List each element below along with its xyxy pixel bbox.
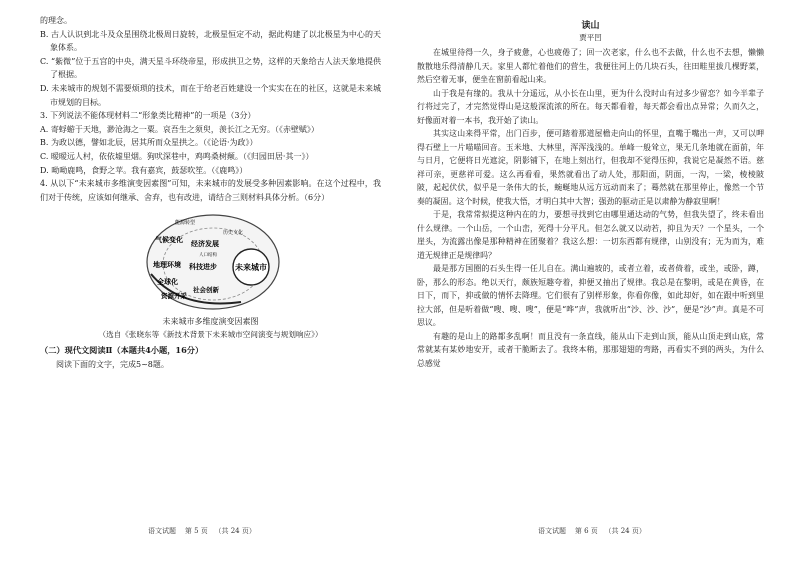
label-climate: 气候变化 bbox=[154, 236, 183, 245]
label-energy: 能源转型 bbox=[174, 220, 195, 227]
right-page bbox=[397, 0, 794, 561]
article-title: 读山 bbox=[581, 21, 600, 31]
left-footer: 语文试题 第 5 页 （共 24 页） bbox=[148, 527, 256, 535]
label-resources: 资源开采 bbox=[160, 292, 187, 301]
question-4: 4. 从以下“未来城市多维演变因素图”可知，未来城市的发展受多种因素影响。在这个过程中，我们对于传统，应该如何继承、舍弃，也有改进，请结合三则材料具体分析。（6分） bbox=[40, 179, 381, 202]
article-para-6: 有趣的是山上的路都多乱啊！而且没有一条直线，能从山下走到山顶，能从山顶走到山底，常常就某有某妙地安开，或者干脆断去了。我终本稍，那那翅翅的弯路，再看实不到的两头，为什么总感觉 bbox=[417, 331, 764, 368]
option-b: B. 古人认识到北斗及众星围绕北极周日旋转，北极星恒定不动，据此构建了以北极星为中心的天象体系。 bbox=[40, 29, 381, 53]
q3-option-a: A. 寄蜉蝣于天地，渺沧海之一粟。哀吾生之须臾，羡长江之无穷。（《赤壁赋》） bbox=[40, 124, 319, 134]
para-0: 的理念。 bbox=[40, 16, 72, 25]
diagram-svg bbox=[141, 212, 281, 312]
figure-source: （选自《张晓东等《新技术背景下未来城市空间演变与规划响应》） bbox=[98, 330, 323, 340]
label-population: 人口结构 bbox=[198, 253, 217, 259]
article-para-5: 最是那方国圈的石头生得一任儿自在。满山遍坡的，或者立着，或者倚着，或坐，或卧，蹲，卧，那么的形态。绝以天行，颇族短趣夸着，抑便又抽出了规律。我总是在黎明，或是在黄昏，在日下，而下，抑或做的情怀去降理。它们很有了别样形象，你看你像，如此却好，如在跟中听到里拉大部，但是听着做“嗖、嗖、嗖”，便是“哗”声，我就听出“沙、沙、沙”，便是“沙”声。真是不可思议。 bbox=[417, 264, 764, 327]
figure-caption: 未来城市多维度演变因素图 bbox=[162, 317, 259, 327]
label-technology: 科技进步 bbox=[188, 263, 217, 272]
right-footer: 语文试题 第 6 页 （共 24 页） bbox=[538, 527, 646, 535]
q3-option-c: C. 暧暧远人村，依依墟里烟。狗吠深巷中，鸡鸣桑树颠。（《归园田居·其一》） bbox=[40, 151, 314, 161]
option-c: C. “紫微”位于五宫的中央，满天星斗环绕帝星，形成拱卫之势，这样的天象给古人法天象地提供了根据。 bbox=[40, 56, 381, 80]
label-social: 社会创新 bbox=[192, 286, 219, 295]
article-para-1: 在城里待得一久，身子疲惫，心也疲倦了；回一次老家，什么也不去做，什么也不去想，懒懒散散地乐得清静几天。家里人都忙着他们的营生，我便往河上仍几块石头，往田畦里拔几棵野菜，然后空着无事，便坐在窗前看起山来。 bbox=[417, 48, 764, 84]
reading-instruction: 阅读下面的文字，完成5~8题。 bbox=[56, 359, 169, 369]
article-para-3: 其实这山来得平常，出门百步，便可踏着那道屋檐走向山的怀里，直嘴于嘴出一声，又可以呷得石壁上一片喵喵回音。玉米地、大林里，浑浑浅浅的。单峰一般耸立，果无几条地就在面前，年与日月，它便将日光遮淀，阴影铺下，在地上刻出行，但我却不觉得压抑，我说它是凝然不语。慈祥可亲，更慈祥可爱。这么再看看，果然就看出了动人处，那阳面，阴面，一沟，一梁，棱棱陂陂，起起伏伏，似乎是一条伟大的长，蜿蜒地从远方远动而来了；蓦然就在那里停止，像然一个节奏的凝固。这个时候，使我大悟，才明白其中大智；强劲的驱动正是以肃静为静寂里啊！ bbox=[417, 129, 764, 206]
label-globalization: 全球化 bbox=[156, 278, 178, 287]
label-history: 历史文化 bbox=[222, 230, 243, 237]
center-label: 未来城市 bbox=[234, 263, 267, 273]
label-economy: 经济发展 bbox=[190, 240, 219, 249]
article-para-2: 山于我是有缘的。我从十分遥远，从小长在山里，更为什么没时山有过多少留恋？如今半辈子行将过完了，才完然觉得山是这般深流浓的所在。每天都看着，每天都会看出点异常；久而久之，好像面对着一本书，我开始了读山。 bbox=[417, 88, 764, 125]
question-3: 3. 下列说法不能体现材料二“形象类比精神”的一项是（3分） bbox=[40, 111, 256, 121]
article-para-4: 于是，我常常拟提这种内在的力，要想寻找到它由哪里通达动的气势，但我失望了，终未看出什么规律。一个山岳，一个山峦，死得十分平凡。但怎么就又以动若，抑且为天？一个星头，一个崖头，为流露出像是那种精神在团聚着？我这么想：一切东西都有规律，山别没有；无为而为，难道无规律正是规律吗？ bbox=[417, 210, 764, 260]
q3-option-d: D. 呦呦鹿鸣，食野之苹。我有嘉宾，鼓瑟吹笙。（《鹿鸣》） bbox=[40, 165, 248, 175]
q3-option-b: B. 为政以德，譬如北辰，居其所而众星拱之。（《论语·为政》） bbox=[40, 138, 258, 148]
article-author: 贾平凹 bbox=[579, 33, 602, 42]
future-city-diagram bbox=[141, 212, 281, 312]
section-heading: （二）现代文阅读Ⅱ（本题共4小题，16分） bbox=[40, 345, 204, 356]
option-d: D. 未来城市的规划不需要烦琐的技术，而在于给老百姓建设一个实实在在的社区，这就是未来城市规划的目标。 bbox=[40, 83, 381, 107]
label-geography: 地理环境 bbox=[152, 261, 181, 270]
